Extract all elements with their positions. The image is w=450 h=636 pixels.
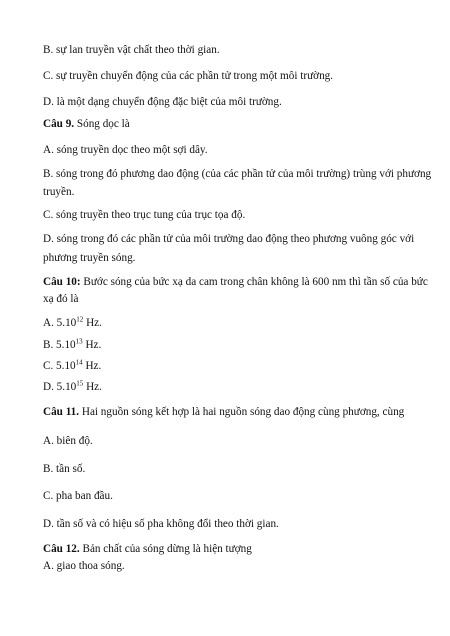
exponent: 14 bbox=[75, 358, 83, 367]
q9-option-b-line1: B. sóng trong đó phương dao động (của các phần tử của môi trường) trùng với phương bbox=[43, 168, 432, 180]
question-12-stem: Bản chất của sóng dừng là hiện tượng bbox=[79, 543, 252, 555]
exponent: 13 bbox=[75, 337, 83, 346]
question-11-stem: Hai nguồn sóng kết hợp là hai nguồn sóng dao động cùng phương, cùng bbox=[79, 406, 405, 418]
question-10-stem: Bước sóng của bức xạ da cam trong chân không là 600 nm thì tần số của bức bbox=[80, 276, 428, 288]
question-9-number: Câu 9. bbox=[43, 118, 75, 130]
q11-option-c: C. pha ban đầu. bbox=[43, 490, 113, 502]
q9-option-c: C. sóng truyền theo trục tung của trục tọa độ. bbox=[43, 209, 246, 221]
q9-option-b-line2: truyền. bbox=[43, 186, 75, 198]
q10-option-c: C. 5.10$^{14}$ Hz. bbox=[43, 358, 102, 372]
q9-option-d-line2: phương truyền sóng. bbox=[43, 252, 136, 264]
q11-option-a: A. biên độ. bbox=[43, 435, 93, 447]
question-10-stem-line2: xạ đó là bbox=[43, 293, 79, 305]
exponent: 12 bbox=[76, 315, 84, 324]
q10-option-b: B. 5.10$^{13}$ Hz. bbox=[43, 337, 102, 351]
question-10 bbox=[43, 275, 428, 289]
q9-option-a: A. sóng truyền dọc theo một sợi dây. bbox=[43, 144, 208, 156]
question-12-number: Câu 12. bbox=[43, 543, 80, 555]
q10-option-a: A. 5.10$^{12}$ Hz. bbox=[43, 315, 102, 329]
question-11 bbox=[43, 405, 404, 419]
q11-option-b: B. tần số. bbox=[43, 463, 86, 475]
q12-option-a: A. giao thoa sóng. bbox=[43, 560, 125, 572]
question-11-number: Câu 11. bbox=[43, 406, 80, 418]
q10-option-d: D. 5.10$^{15}$ Hz. bbox=[43, 379, 102, 393]
question-9-stem: Sóng dọc là bbox=[74, 118, 130, 130]
option-c-prev: C. sự truyền chuyển động của các phần tử trong một môi trường. bbox=[43, 70, 334, 82]
question-12 bbox=[43, 542, 252, 556]
option-d-prev: D. là một dạng chuyển động đặc biệt của môi trường. bbox=[43, 96, 282, 108]
q11-option-d: D. tần số và có hiệu số pha không đổi theo thời gian. bbox=[43, 518, 279, 530]
question-10-number: Câu 10: bbox=[43, 276, 81, 288]
exponent: 15 bbox=[76, 379, 84, 388]
question-9 bbox=[43, 117, 130, 131]
q9-option-d-line1: D. sóng trong đó các phần tử của môi trường dao động theo phương vuông góc với bbox=[43, 233, 415, 245]
option-b-prev: B. sự lan truyền vật chất theo thời gian. bbox=[43, 44, 220, 56]
